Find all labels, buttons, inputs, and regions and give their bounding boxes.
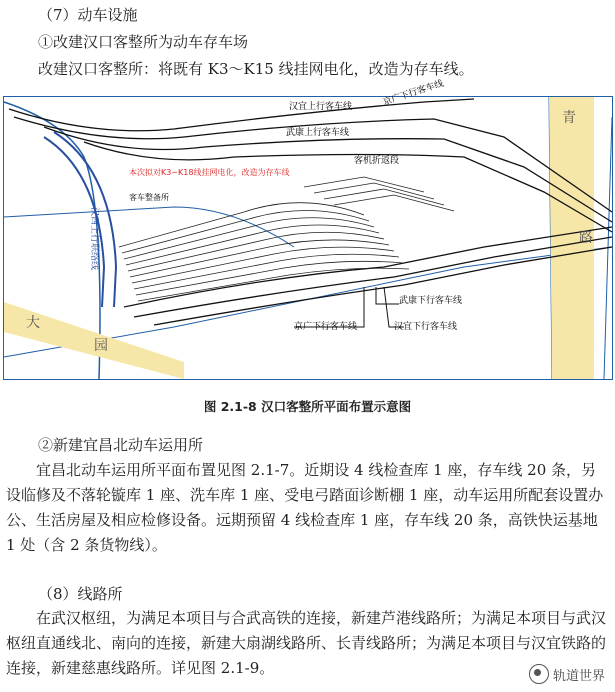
item2-body bbox=[6, 458, 606, 558]
label-jinguang-down-top: 京广下行客车线 bbox=[381, 78, 445, 108]
wechat-icon bbox=[529, 664, 549, 684]
label-hanyi-up: 汉宜上行客车线 bbox=[289, 102, 353, 112]
storage-tracks bbox=[119, 177, 454, 301]
label-road-da: 大 bbox=[26, 315, 40, 331]
label-road-qing: 青 bbox=[562, 110, 576, 126]
section7-heading: （7）动车设施 bbox=[38, 6, 138, 24]
label-wukang-up: 武康上行客车线 bbox=[286, 128, 350, 138]
section8-body-text: 在武汉枢纽，为满足本项目与合武高铁的连接，新建芦港线路所；为满足本项目与武汉枢纽直通线北、南向的连接，新建大扇湖线路所、长青线路所；为满足本项目与汉宜铁路的连接，新建慈惠线路所。详见图 2.1-9。 bbox=[6, 609, 607, 677]
label-wukang-down: 武康下行客车线 bbox=[399, 296, 463, 306]
section8-heading: （8）线路所 bbox=[38, 585, 123, 603]
section8-body bbox=[6, 606, 606, 681]
label-hanyi-down: 汉宜下行客车线 bbox=[394, 322, 458, 332]
item1-title: ①改建汉口客整所为动车存车场 bbox=[38, 33, 249, 51]
watermark bbox=[529, 664, 605, 684]
label-road-lu: 路 bbox=[579, 230, 593, 246]
label-kezhengsuo: 客车整备所 bbox=[129, 193, 169, 202]
label-hanxi-link: 汉西上行联络线 bbox=[89, 207, 99, 271]
item2-title: ②新建宜昌北动车运用所 bbox=[38, 436, 204, 454]
watermark-text: 轨道世界 bbox=[552, 668, 605, 684]
label-note-red: 本次拟对K3~K18线挂网电化，改造为存车线 bbox=[129, 168, 290, 177]
label-kezhi-return: 客机折返段 bbox=[354, 156, 400, 166]
item1-body: 改建汉口客整所：将既有 K3～K15 线挂网电化，改造为存车线。 bbox=[38, 60, 474, 78]
track-layout-figure bbox=[3, 78, 613, 380]
figure-caption: 图 2.1-8 汉口客整所平面布置示意图 bbox=[203, 399, 412, 414]
item2-body-text: 宜昌北动车运用所平面布置见图 2.1-7。近期设 4 线检查库 1 座，存车线 20 条，另设临修及不落轮镟库 1 座、洗车库 1 座、受电弓踏面诊断棚 1 座，动车运用所配套设置办公、生活房屋及相应检修设备。远期预留 4 线检查库 1 座，存车线 20 条，高铁快运基地 1 处（含 2 条货物线）。 bbox=[6, 461, 604, 554]
label-jinguang-down: 京广下行客车线 bbox=[294, 322, 358, 332]
label-road-yuan: 园 bbox=[94, 338, 108, 354]
track-layout-diagram bbox=[4, 78, 612, 379]
